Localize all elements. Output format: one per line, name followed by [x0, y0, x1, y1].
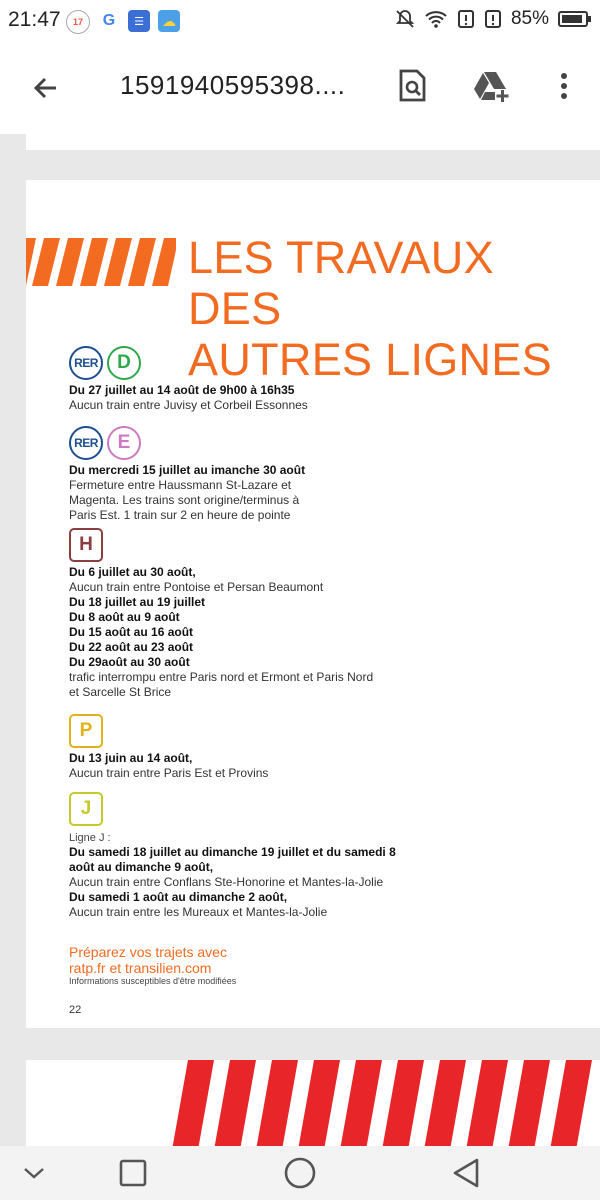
- heading-line-2: AUTRES LIGNES: [188, 334, 552, 385]
- status-time: 21:47: [8, 8, 61, 31]
- section-text-line: août au dimanche 9 août,: [69, 860, 214, 874]
- search-document-button[interactable]: [390, 64, 434, 108]
- system-nav-bar: [0, 1146, 600, 1200]
- nav-home-button[interactable]: [282, 1156, 318, 1190]
- section-line-p: [69, 714, 268, 781]
- section-lines: [69, 831, 396, 920]
- pdf-page: [26, 180, 600, 1028]
- calendar-app-icon: 17: [66, 10, 90, 34]
- section-text-line: Du 29août au 30 août: [69, 655, 190, 669]
- section-text-line: Aucun train entre les Mureaux et Mantes-la-Jolie: [69, 905, 328, 919]
- page-footer: [69, 944, 236, 986]
- section-text-line: Du samedi 18 juillet au dimanche 19 juillet et du samedi 8: [69, 845, 396, 859]
- next-page: [26, 1060, 600, 1146]
- section-text-line: Magenta. Les trains sont origine/terminus à: [69, 493, 300, 507]
- section-text-line: Du samedi 1 août au dimanche 2 août,: [69, 890, 288, 904]
- page-number: 22: [69, 1004, 82, 1016]
- line-d-badge: D: [107, 346, 141, 380]
- section-lines: [69, 751, 268, 781]
- section-line-j: [69, 792, 396, 920]
- signal-alert-icon: [457, 9, 475, 29]
- line-j-badge: J: [69, 792, 103, 826]
- section-text-line: Ligne J :: [69, 832, 111, 844]
- section-text-line: et Sarcelle St Brice: [69, 685, 172, 699]
- line-h-badge: H: [69, 528, 103, 562]
- section-rer-e: [69, 426, 305, 523]
- more-options-button[interactable]: [542, 64, 586, 108]
- google-icon: G: [102, 12, 116, 29]
- section-text-line: Paris Est. 1 train sur 2 en heure de pointe: [69, 508, 291, 522]
- back-button[interactable]: [26, 68, 66, 108]
- wifi-icon: [424, 9, 448, 29]
- rer-badge: RER: [69, 346, 103, 380]
- section-line-h: [69, 528, 373, 700]
- section-text-line: Fermeture entre Haussmann St-Lazare et: [69, 478, 292, 492]
- nav-collapse-button[interactable]: [16, 1156, 52, 1190]
- section-text-line: Aucun train entre Juvisy et Corbeil Essonnes: [69, 398, 308, 412]
- previous-page: [26, 134, 600, 150]
- section-text-line: Du 6 juillet au 30 août,: [69, 565, 196, 579]
- section-lines: [69, 463, 305, 523]
- footer-line-2: ratp.fr et transilien.com: [69, 960, 212, 976]
- signal-alert-icon-2: [484, 9, 502, 29]
- section-text-line: Du 13 juin au 14 août,: [69, 751, 193, 765]
- section-text-line: Aucun train entre Conflans Ste-Honorine et Mantes-la-Jolie: [69, 875, 384, 889]
- drive-add-icon: [472, 69, 512, 103]
- back-triangle-icon: [451, 1157, 481, 1189]
- mute-icon: [395, 9, 415, 29]
- recents-square-icon: [119, 1159, 147, 1187]
- add-to-drive-button[interactable]: [470, 64, 514, 108]
- status-bar: [0, 0, 600, 42]
- back-arrow-icon: [26, 68, 66, 108]
- section-text-line: Du 8 août au 9 août: [69, 610, 180, 624]
- section-text-line: Du mercredi 15 juillet au imanche 30 août: [69, 463, 306, 477]
- hazard-stripes-decoration: [26, 238, 176, 286]
- notification-icons: [66, 10, 180, 34]
- battery-icon: [558, 10, 592, 28]
- messages-icon: ☰: [128, 10, 150, 32]
- section-text-line: Du 15 août au 16 août: [69, 625, 194, 639]
- footer-note: Informations susceptibles d'être modifiées: [69, 976, 237, 986]
- search-document-icon: [397, 69, 427, 103]
- footer-line-1: Préparez vos trajets avec: [69, 944, 227, 960]
- heading-line-1: LES TRAVAUX DES: [188, 232, 494, 334]
- section-text-line: Aucun train entre Paris Est et Provins: [69, 766, 269, 780]
- battery-percent: 85%: [510, 8, 549, 29]
- rer-badge: RER: [69, 426, 103, 460]
- app-bar: [0, 42, 600, 134]
- document-title: 1591940595398....: [120, 70, 346, 100]
- chevron-down-icon: [23, 1166, 45, 1180]
- more-vert-icon: [560, 71, 568, 101]
- section-lines: [69, 565, 373, 700]
- section-text-line: Du 22 août au 23 août: [69, 640, 194, 654]
- section-text-line: Aucun train entre Pontoise et Persan Beaumont: [69, 580, 324, 594]
- home-circle-icon: [284, 1157, 316, 1189]
- weather-icon: ☁: [158, 10, 180, 32]
- section-text-line: Du 27 juillet au 14 août de 9h00 à 16h35: [69, 383, 295, 397]
- section-lines: [69, 383, 308, 413]
- document-viewer[interactable]: [0, 134, 600, 1146]
- nav-recents-button[interactable]: [115, 1156, 151, 1190]
- line-e-badge: E: [107, 426, 141, 460]
- section-rer-d: [69, 346, 308, 413]
- section-text-line: Du 18 juillet au 19 juillet: [69, 595, 206, 609]
- line-p-badge: P: [69, 714, 103, 748]
- section-text-line: trafic interrompu entre Paris nord et Ermont et Paris Nord: [69, 670, 374, 684]
- red-stripes-decoration: [26, 1060, 600, 1146]
- nav-back-button[interactable]: [448, 1156, 484, 1190]
